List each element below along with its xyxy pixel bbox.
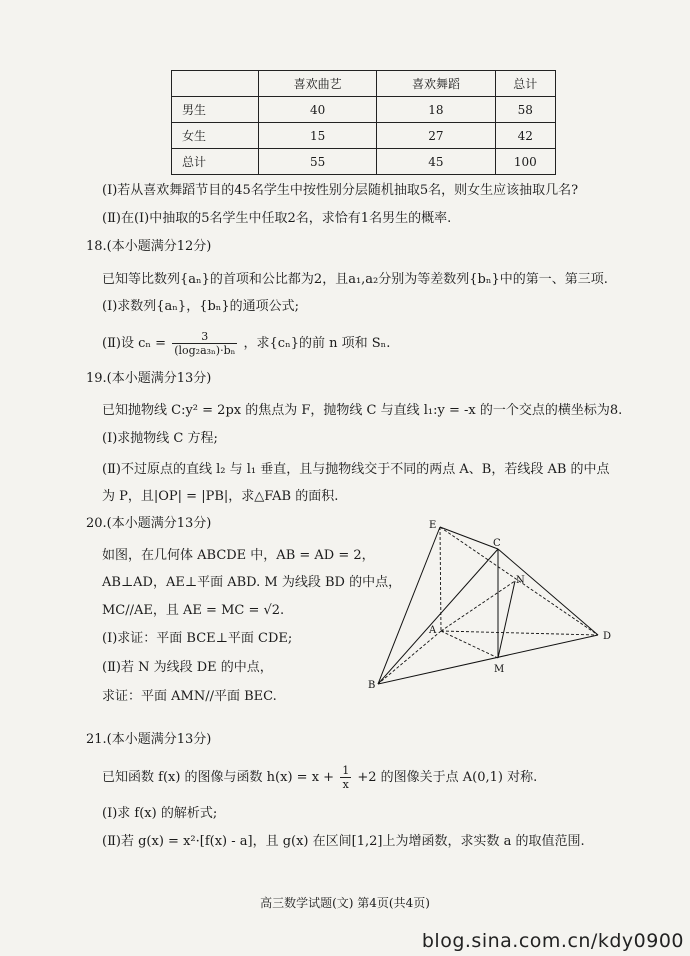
table-cell: 45	[377, 149, 495, 175]
q19-heading: 19.(本小题满分13分)	[86, 371, 212, 386]
table-cell: 55	[259, 149, 377, 175]
q18-part2-post: ，求{cₙ}的前 n 项和 Sₙ.	[243, 336, 391, 351]
label-E: E	[429, 520, 437, 531]
q20-heading: 20.(本小题满分13分)	[86, 516, 212, 531]
fraction-numerator: 1	[342, 764, 350, 777]
fraction-numerator: 3	[172, 330, 237, 344]
table-cell: 100	[495, 149, 555, 175]
edge-AB	[378, 631, 441, 684]
q19-part2-line1: (Ⅱ)不过原点的直线 l₂ 与 l₁ 垂直，且与抛物线交于不同的两点 A、B，若线段 AB 的中点	[102, 462, 610, 477]
q19-part2-line2: 为 P，且|OP| = |PB|，求△FAB 的面积.	[102, 489, 339, 504]
table-cell: 58	[495, 97, 555, 123]
q21-part1: (Ⅰ)求 f(x) 的解析式;	[102, 806, 218, 821]
edge-EC	[440, 527, 498, 549]
q20-part2-cont: 求证：平面 AMN//平面 BEC.	[102, 689, 277, 704]
q19-stem: 已知抛物线 C:y² = 2px 的焦点为 F，抛物线 C 与直线 l₁:y = -x 的一个交点的横坐标为8.	[102, 403, 623, 418]
table-cell: 男生	[172, 97, 259, 123]
table-row	[172, 123, 556, 149]
q18-stem: 已知等比数列{aₙ}的首项和公比都为2，且a₁,a₂分别为等差数列{bₙ}中的第一、第三项.	[102, 272, 608, 287]
q20-part1: (Ⅰ)求证：平面 BCE⊥平面 CDE;	[102, 631, 293, 646]
edge-MN	[498, 581, 515, 658]
edge-EB	[378, 527, 440, 684]
q21-stem-post: +2 的图像关于点 A(0,1) 对称.	[357, 770, 538, 785]
table-cell: 总计	[172, 149, 259, 175]
table-cell: 女生	[172, 123, 259, 149]
label-A: A	[429, 625, 437, 636]
q21-fraction	[340, 764, 351, 791]
table-cell: 喜欢舞蹈	[377, 71, 495, 97]
edge-EA	[440, 527, 441, 631]
label-B: B	[368, 680, 376, 691]
table-cell: 40	[259, 97, 377, 123]
table-row	[172, 97, 556, 123]
q18-part2-pre: (Ⅱ)设 cₙ =	[102, 336, 167, 351]
table-cell: 喜欢曲艺	[259, 71, 377, 97]
table-cell: 15	[259, 123, 377, 149]
table-row	[172, 149, 556, 175]
q21-part2: (Ⅱ)若 g(x) = x²·[f(x) - a]，且 g(x) 在区间[1,2]上为增函数，求实数 a 的取值范围.	[102, 834, 585, 849]
q17-part2: (Ⅱ)在(Ⅰ)中抽取的5名学生中任取2名，求恰有1名男生的概率.	[102, 211, 452, 226]
q17-part1: (Ⅰ)若从喜欢舞蹈节目的45名学生中按性别分层随机抽取5名，则女生应该抽取几名?	[102, 183, 579, 198]
table-cell: 18	[377, 97, 495, 123]
q21-stem-pre: 已知函数 f(x) 的图像与函数 h(x) = x +	[102, 770, 335, 785]
q18-heading: 18.(本小题满分12分)	[86, 239, 212, 254]
label-N: N	[516, 575, 525, 586]
label-M: M	[494, 664, 505, 675]
edge-AD	[441, 631, 598, 635]
q21-stem	[102, 764, 537, 791]
geometry-figure	[363, 515, 623, 695]
fraction-denominator: (log₂a₃ₙ)·bₙ	[174, 344, 236, 357]
label-C: C	[493, 538, 501, 549]
q18-fraction	[172, 330, 237, 357]
edge-AN	[441, 581, 515, 631]
survey-table	[171, 70, 556, 175]
q20-line3: MC//AE，且 AE = MC = √2.	[102, 603, 285, 618]
q18-part1: (Ⅰ)求数列{aₙ}，{bₙ}的通项公式;	[102, 299, 300, 314]
edge-CB	[378, 549, 498, 684]
table-header-row	[172, 71, 556, 97]
q20-part2: (Ⅱ)若 N 为线段 DE 的中点，	[102, 660, 273, 675]
q20-line2: AB⊥AD，AE⊥平面 ABD. M 为线段 BD 的中点，	[102, 575, 402, 590]
fraction-denominator: x	[342, 778, 349, 791]
q19-part1: (Ⅰ)求抛物线 C 方程;	[102, 431, 218, 446]
page-footer: 高三数学试题(文) 第4页(共4页)	[260, 896, 430, 910]
edge-BD	[378, 635, 598, 684]
label-D: D	[603, 631, 612, 642]
q18-part2	[102, 330, 390, 357]
q21-heading: 21.(本小题满分13分)	[86, 732, 212, 747]
table-cell	[172, 71, 259, 97]
table-cell: 总计	[495, 71, 555, 97]
q20-line1: 如图，在几何体 ABCDE 中，AB = AD = 2，	[102, 548, 375, 563]
table-cell: 27	[377, 123, 495, 149]
table-cell: 42	[495, 123, 555, 149]
watermark: blog.sina.com.cn/kdy0900	[421, 930, 684, 952]
edge-AM	[441, 631, 498, 658]
